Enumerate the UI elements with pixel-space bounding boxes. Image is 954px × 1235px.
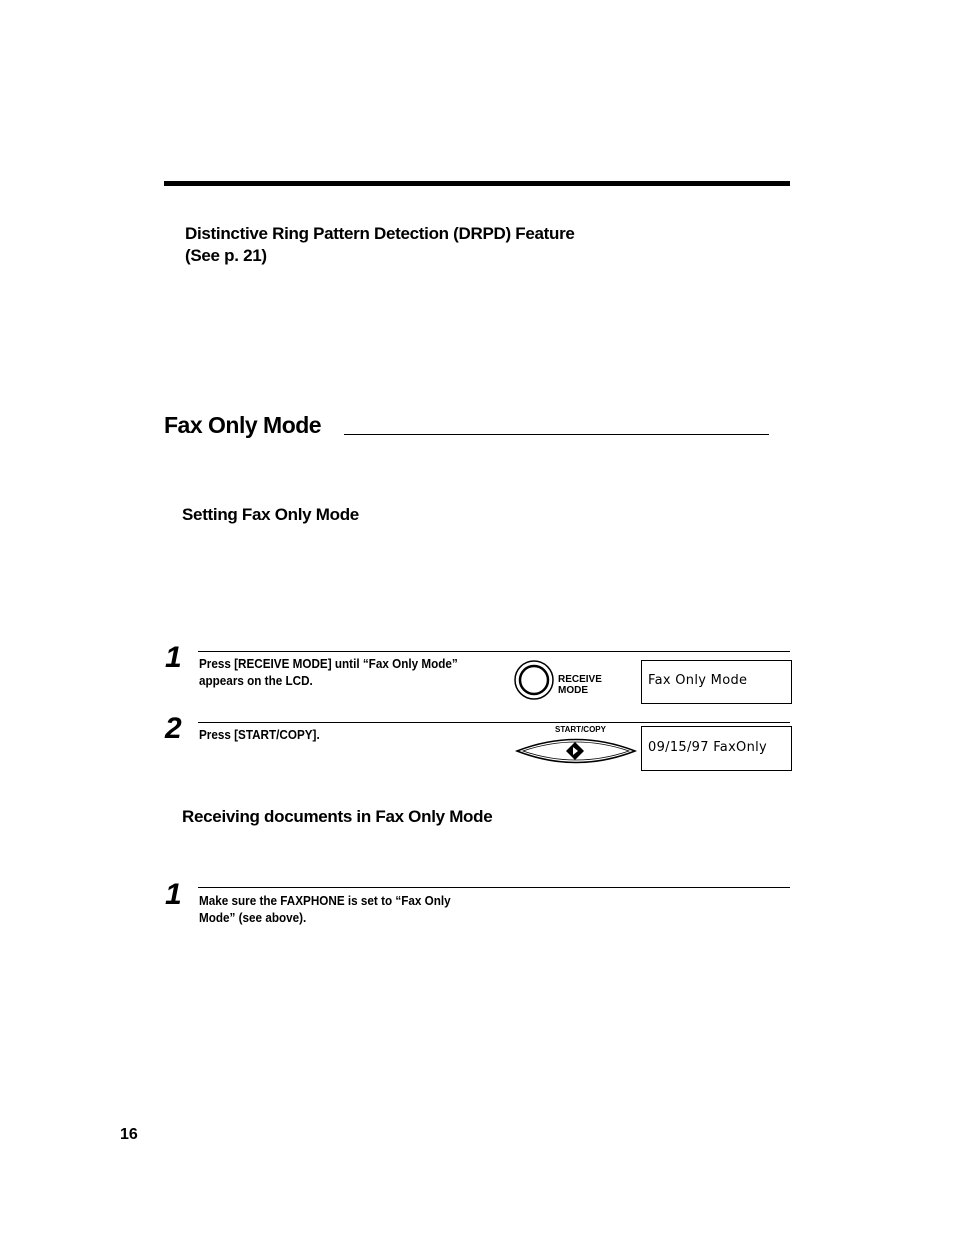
setting-subheading: Setting Fax Only Mode bbox=[182, 505, 359, 524]
step-instruction bbox=[199, 655, 458, 689]
step-instruction bbox=[199, 892, 451, 926]
drpd-heading bbox=[185, 223, 575, 267]
section-title-rule bbox=[344, 434, 769, 435]
receiving-subheading: Receiving documents in Fax Only Mode bbox=[182, 807, 493, 826]
start-copy-button-illustration bbox=[515, 724, 637, 768]
step-number: 2 bbox=[165, 712, 182, 745]
step-instruction-line1: Press [START/COPY]. bbox=[199, 727, 320, 742]
step-instruction-line2: appears on the LCD. bbox=[199, 673, 313, 688]
receive-mode-button-label: RECEIVE MODE bbox=[558, 674, 602, 696]
step-rule bbox=[198, 887, 790, 888]
step-instruction-line1: Press [RECEIVE MODE] until “Fax Only Mode” bbox=[199, 656, 458, 671]
start-copy-button-label: START/COPY bbox=[555, 725, 606, 734]
top-rule bbox=[164, 181, 790, 186]
section-title: Fax Only Mode bbox=[164, 412, 322, 438]
drpd-heading-line1: Distinctive Ring Pattern Detection (DRPD) Feature bbox=[185, 224, 575, 243]
start-icon bbox=[515, 734, 637, 768]
page-number: 16 bbox=[120, 1126, 138, 1143]
step-instruction bbox=[199, 726, 320, 743]
step-number: 1 bbox=[165, 878, 182, 911]
step-instruction-line2: Mode” (see above). bbox=[199, 910, 307, 925]
lcd-display: 09/15/97 FaxOnly bbox=[641, 726, 792, 771]
step-number: 1 bbox=[165, 641, 182, 674]
step-rule bbox=[198, 651, 790, 652]
receive-mode-button-illustration bbox=[514, 659, 634, 701]
step-instruction-line1: Make sure the FAXPHONE is set to “Fax Only bbox=[199, 893, 451, 908]
step-rule bbox=[198, 722, 790, 723]
lcd-display: Fax Only Mode bbox=[641, 660, 792, 704]
drpd-heading-line2: (See p. 21) bbox=[185, 246, 267, 265]
